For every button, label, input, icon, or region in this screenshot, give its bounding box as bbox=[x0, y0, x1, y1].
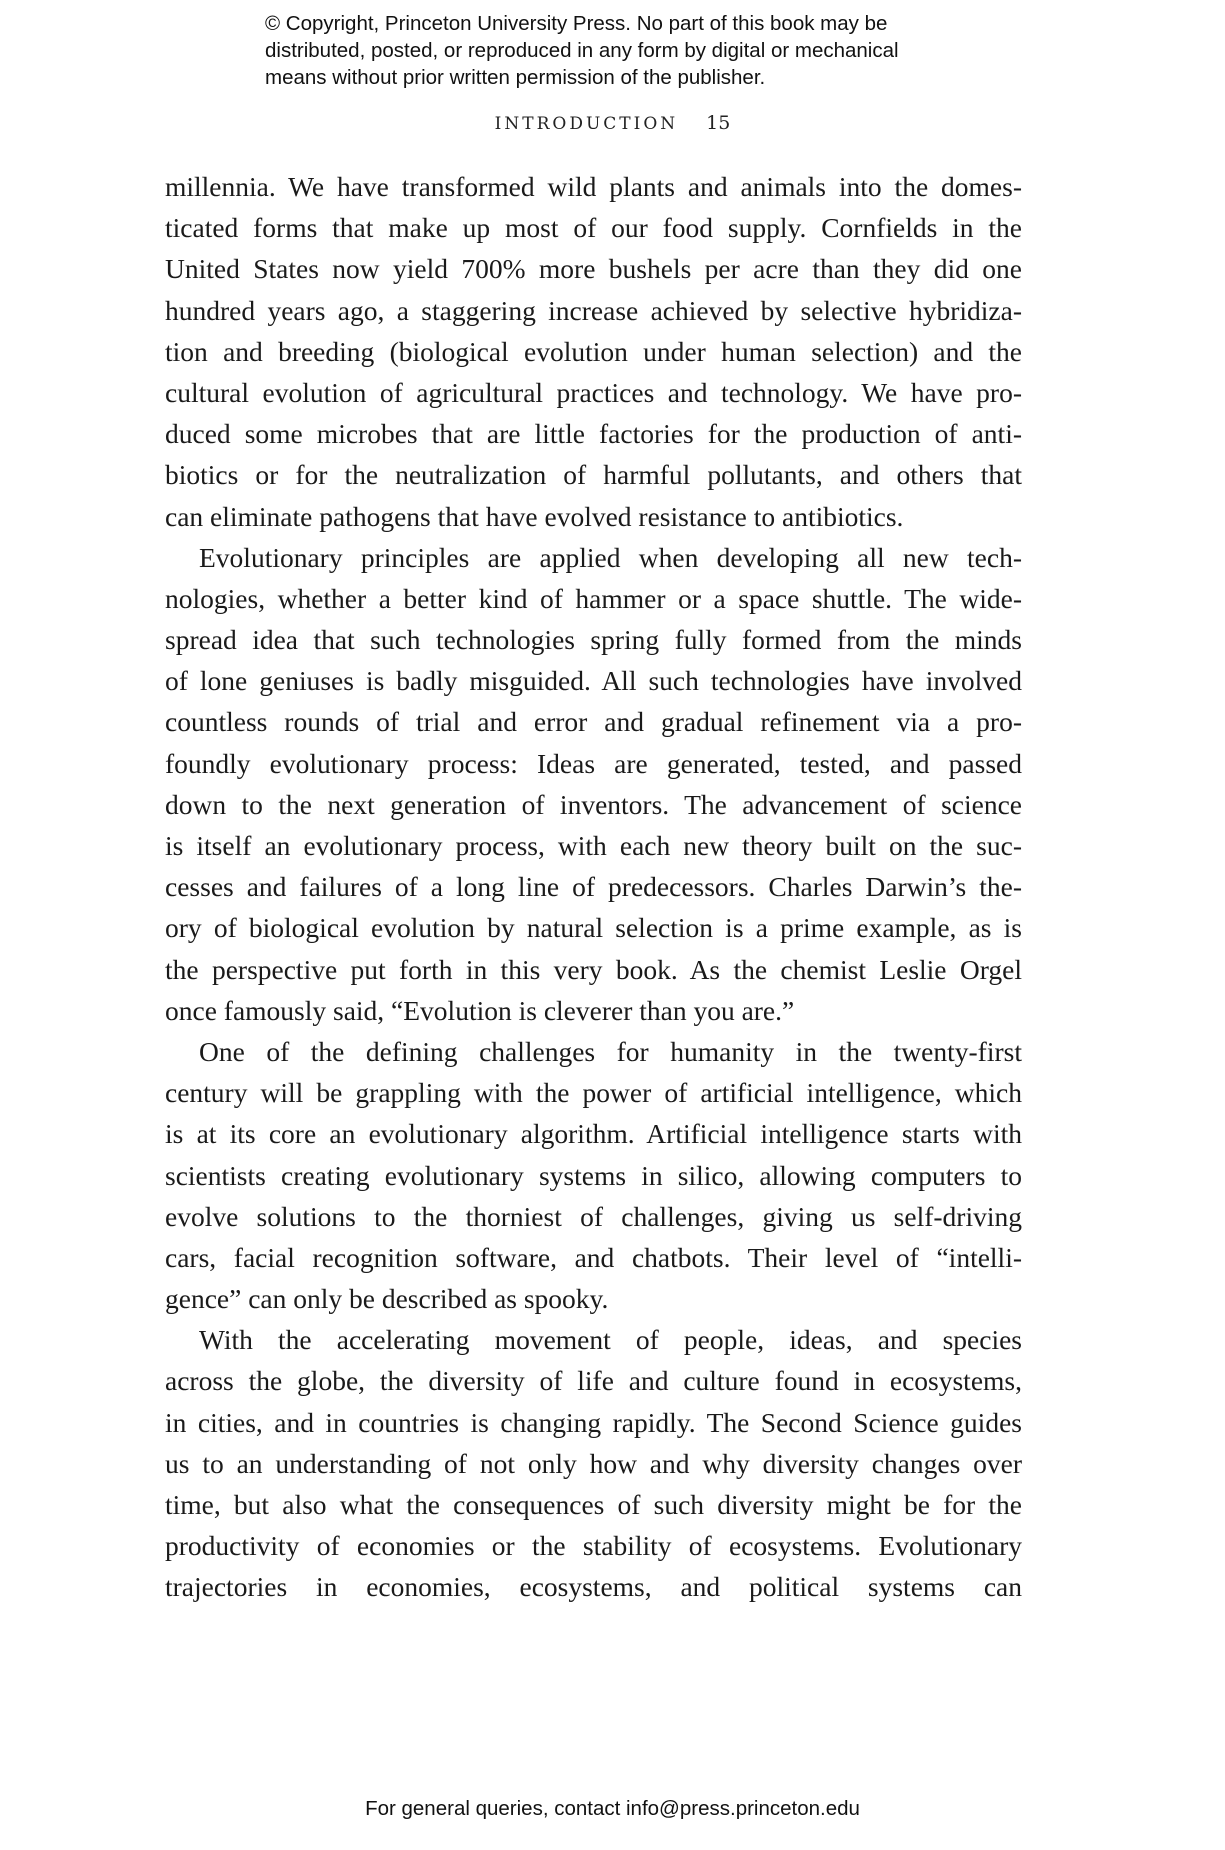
text-line: ticated forms that make up most of our food supply. Cornfields in the bbox=[165, 212, 1022, 244]
text-line: across the globe, the diversity of life and culture found in ecosystems, bbox=[165, 1365, 1022, 1397]
text-line: gence” can only be described as spooky. bbox=[165, 1283, 609, 1315]
copyright-line: © Copyright, Princeton University Press. No part of this book may be bbox=[265, 12, 888, 35]
text-line: hundred years ago, a staggering increase achieved by selective hybridiza- bbox=[165, 294, 1022, 326]
paragraph bbox=[165, 1031, 1022, 1319]
chapter-title: INTRODUCTION bbox=[494, 114, 679, 134]
text-line: ory of biological evolution by natural selection is a prime example, as is bbox=[165, 912, 1022, 944]
text-line: us to an understanding of not only how and why diversity changes over bbox=[165, 1447, 1022, 1479]
text-line: duced some microbes that are little factories for the production of anti- bbox=[165, 418, 1022, 450]
text-line: evolve solutions to the thorniest of challenges, giving us self-driving bbox=[165, 1200, 1022, 1232]
paragraph bbox=[165, 166, 1022, 537]
text-line: tion and breeding (biological evolution under human selection) and the bbox=[165, 335, 1022, 367]
text-line: One of the defining challenges for humanity in the twenty-first bbox=[199, 1035, 1022, 1067]
text-line: once famously said, “Evolution is cleverer than you are.” bbox=[165, 994, 795, 1026]
running-head bbox=[0, 112, 1225, 134]
text-line: time, but also what the consequences of such diversity might be for the bbox=[165, 1489, 1022, 1520]
text-line: countless rounds of trial and error and gradual refinement via a pro- bbox=[165, 706, 1022, 738]
footer-contact: For general queries, contact info@press.princeton.edu bbox=[365, 1797, 860, 1820]
text-line: cars, facial recognition software, and chatbots. Their level of “intelli- bbox=[165, 1241, 1022, 1273]
copyright-line: distributed, posted, or reproduced in any form by digital or mechanical bbox=[265, 39, 899, 62]
text-line: cesses and failures of a long line of predecessors. Charles Darwin’s the- bbox=[165, 871, 1022, 903]
text-line: the perspective put forth in this very book. As the chemist Leslie Orgel bbox=[165, 953, 1022, 985]
body-text bbox=[165, 166, 1022, 1608]
text-line: cultural evolution of agricultural practices and technology. We have pro- bbox=[165, 376, 1022, 408]
text-line: trajectories in economies, ecosystems, and political systems can bbox=[165, 1571, 1022, 1603]
page-number: 15 bbox=[706, 112, 731, 134]
text-line: millennia. We have transformed wild plants and animals into the domes- bbox=[165, 171, 1022, 202]
text-line: can eliminate pathogens that have evolved resistance to antibiotics. bbox=[165, 500, 904, 532]
copyright-notice bbox=[265, 10, 899, 91]
text-line: foundly evolutionary process: Ideas are generated, tested, and passed bbox=[165, 747, 1022, 779]
text-line: Evolutionary principles are applied when developing all new tech- bbox=[199, 541, 1022, 573]
text-line: in cities, and in countries is changing rapidly. The Second Science guides bbox=[165, 1406, 1022, 1438]
text-line: With the accelerating movement of people, ideas, and species bbox=[199, 1324, 1022, 1356]
text-line: nologies, whether a better kind of hammer or a space shuttle. The wide- bbox=[165, 582, 1022, 614]
paragraph bbox=[165, 537, 1022, 1031]
copyright-line: means without prior written permission of the publisher. bbox=[265, 66, 766, 89]
text-line: biotics or for the neutralization of harmful pollutants, and others that bbox=[165, 459, 1022, 491]
text-line: of lone geniuses is badly misguided. All such technologies have involved bbox=[165, 665, 1022, 697]
text-line: productivity of economies or the stability of ecosystems. Evolutionary bbox=[165, 1530, 1022, 1562]
text-line: down to the next generation of inventors. The advancement of science bbox=[165, 788, 1022, 820]
text-line: is itself an evolutionary process, with each new theory built on the suc- bbox=[165, 830, 1022, 861]
text-line: spread idea that such technologies spring fully formed from the minds bbox=[165, 624, 1022, 656]
text-line: scientists creating evolutionary systems in silico, allowing computers to bbox=[165, 1159, 1022, 1191]
paragraph bbox=[165, 1319, 1022, 1607]
text-line: century will be grappling with the power of artificial intelligence, which bbox=[165, 1077, 1022, 1109]
text-line: is at its core an evolutionary algorithm. Artificial intelligence starts with bbox=[165, 1118, 1022, 1150]
text-line: United States now yield 700% more bushels per acre than they did one bbox=[165, 253, 1022, 285]
